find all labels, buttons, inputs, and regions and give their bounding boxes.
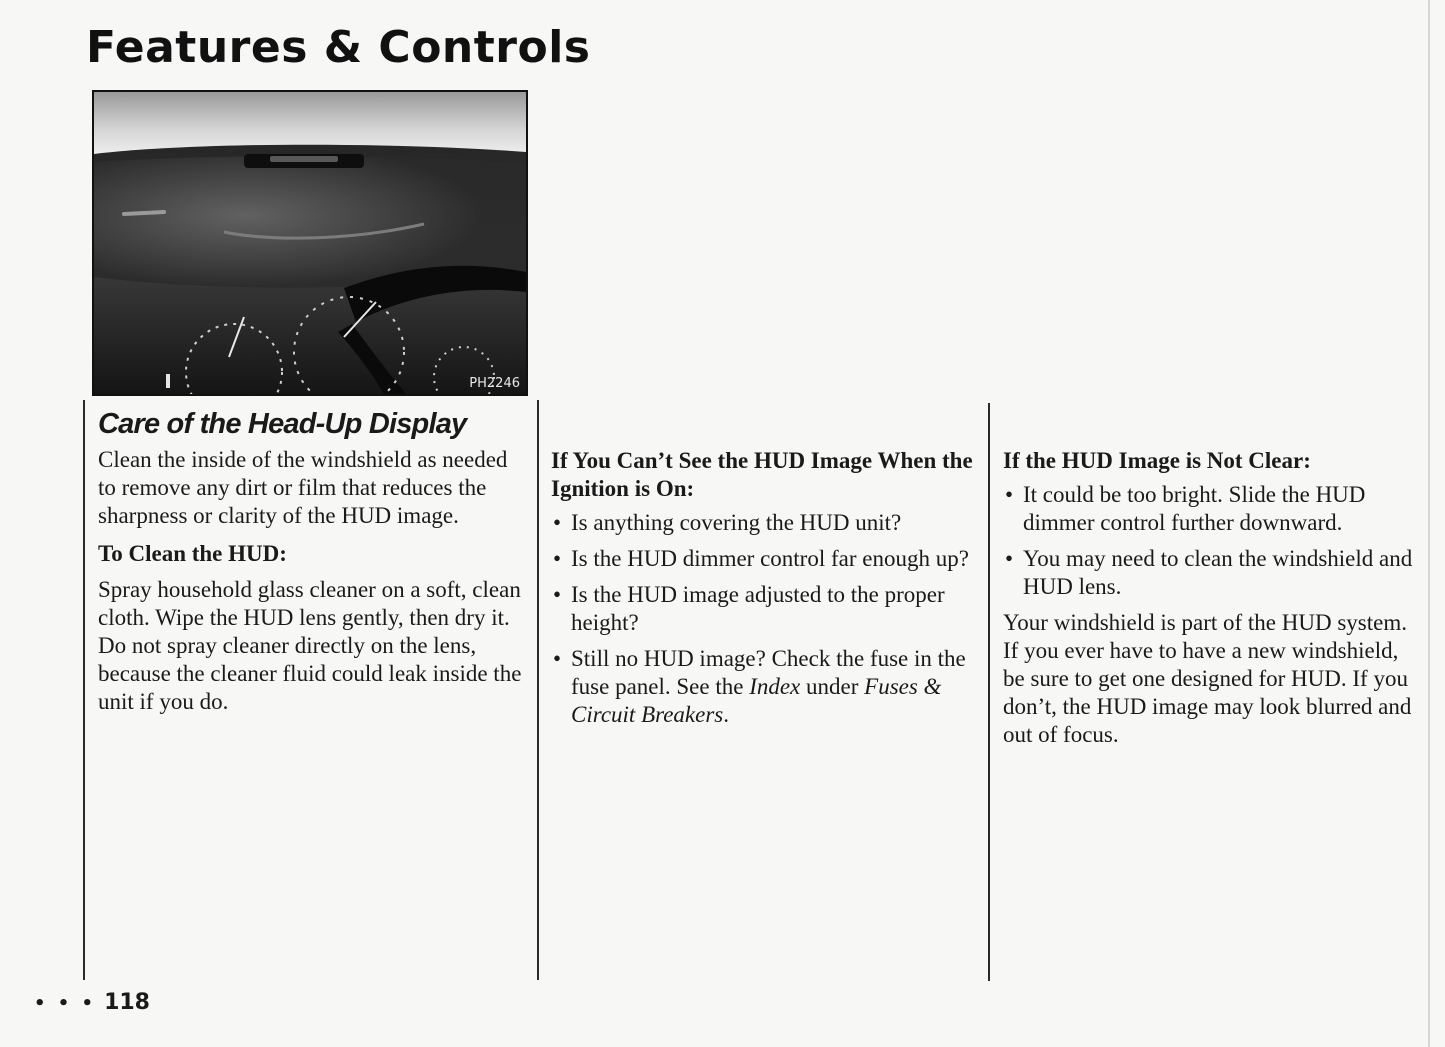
page-number-value: 118 [104,990,150,1015]
list-item: • Is anything covering the HUD unit? [551,509,981,537]
list-item-fuse-check [551,645,981,729]
cant-see-checklist [551,509,981,729]
fuses-circuit-breakers-reference: Fuses & Circuit Breakers [571,674,942,727]
subhead-cant-see-hud: If You Can’t See the HUD Image When the Ignition is On: [551,448,973,501]
subhead-to-clean: To Clean the HUD: [98,541,287,566]
column-care-hud [98,406,530,716]
list-item: • Is the HUD image adjusted to the proper height? [551,581,981,637]
column-rule-3 [988,403,990,981]
fuse-check-text-end: . [723,702,729,727]
column-not-clear [1003,447,1413,749]
column-rule-2 [537,400,539,980]
list-item: • Is the HUD dimmer control far enough up? [551,545,981,573]
list-item: • You may need to clean the windshield and HUD lens. [1003,545,1413,601]
section-title-care-hud: Care of the Head-Up Display [98,408,467,440]
dashboard-hud-photo [92,90,528,396]
list-item: • It could be too bright. Slide the HUD dimmer control further downward. [1003,481,1413,537]
windshield-note-paragraph: Your windshield is part of the HUD system. If you ever have to have a new windshield, be sure to get one designed for HUD. If you don’t, the HUD image may look blurred and out of focus. [1003,610,1412,747]
column-cant-see-hud [551,447,981,737]
index-reference: Index [749,674,801,699]
photo-code: PH2246 [469,376,520,391]
page-number [34,990,150,1015]
fuse-check-text: Still no HUD image? Check the fuse in the fuse panel. See the [571,646,966,699]
folio-dots: • • • [34,993,97,1014]
clean-instructions-paragraph: Spray household glass cleaner on a soft, clean cloth. Wipe the HUD lens gently, then dry it. Do not spray cleaner directly on the lens, because the cleaner fluid could leak inside the unit if you do. [98,577,522,714]
subhead-not-clear: If the HUD Image is Not Clear: [1003,448,1311,473]
dashboard-photo-graphic [94,92,526,394]
page-edge-divider [1428,0,1430,1047]
not-clear-checklist [1003,481,1413,601]
fuse-check-text-middle: under [800,674,865,699]
care-intro-paragraph: Clean the inside of the windshield as needed to remove any dirt or film that reduces the sharpness or clarity of the HUD image. [98,447,508,528]
page-title: Features & Controls [86,22,591,73]
column-rule-1 [83,400,85,980]
